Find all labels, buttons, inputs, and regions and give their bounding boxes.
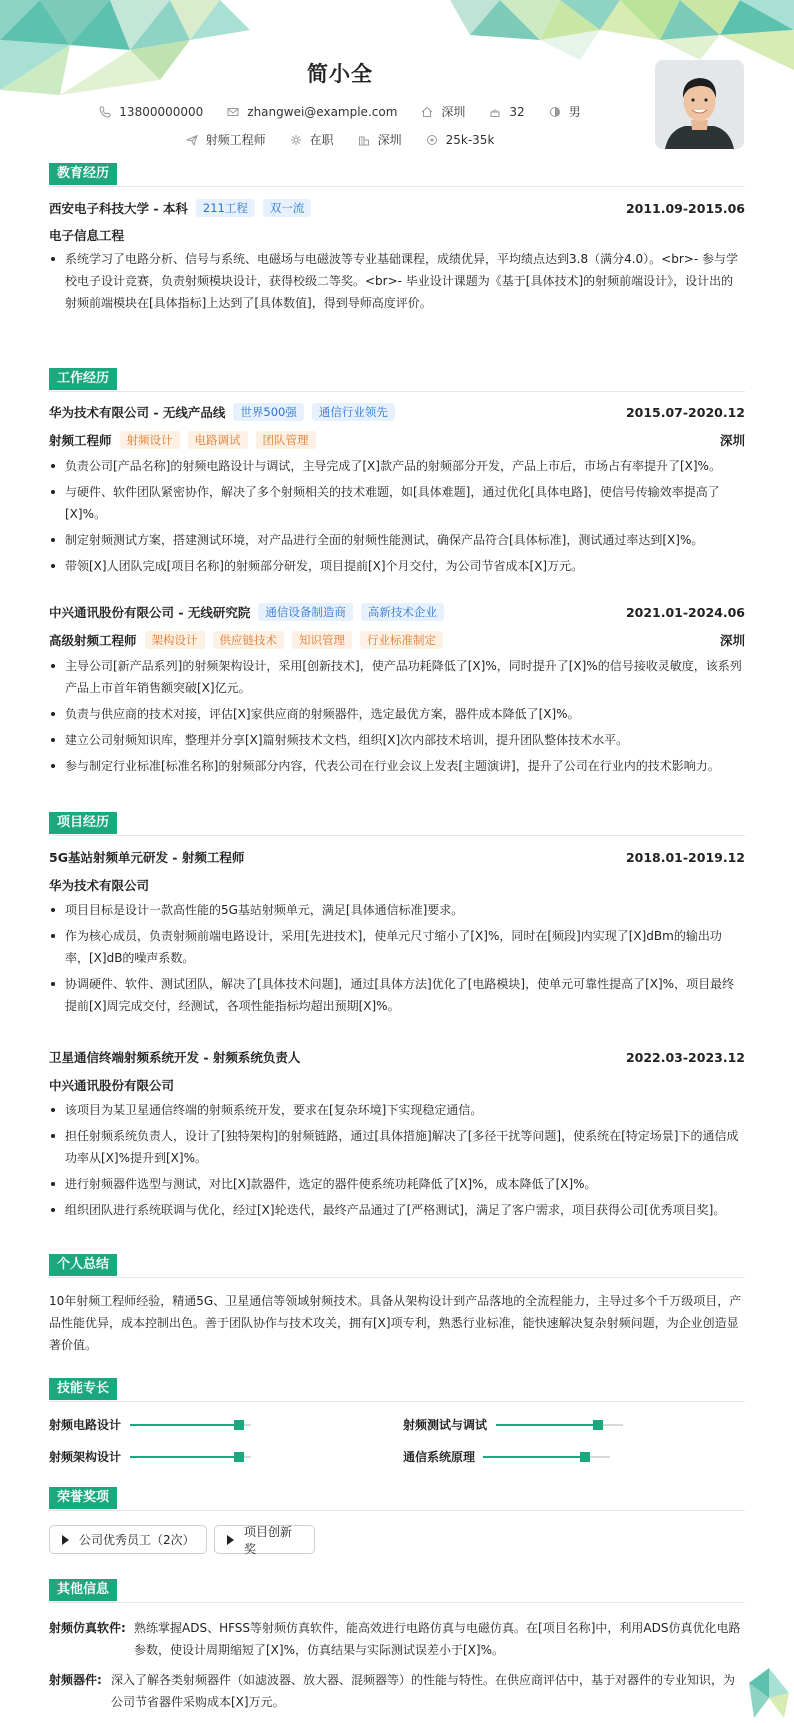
- project-entry-2: [49, 1047, 745, 1067]
- role-tag: 供应链技术: [213, 631, 285, 649]
- status-text: 在职: [309, 133, 334, 147]
- bullet-item: 组织团队进行系统联调与优化，经过[X]轮迭代，最终产品通过了[严格测试]，满足了客户需求，项目获得公司[优秀项目奖]。: [49, 1199, 745, 1221]
- skill-name: 通信系统原理: [403, 1450, 476, 1464]
- send-icon: [186, 134, 198, 146]
- work-date: 2015.07-2020.12: [625, 404, 745, 420]
- work-bullets-2: [49, 655, 745, 777]
- education-section: [49, 163, 745, 323]
- play-icon: [62, 1535, 69, 1545]
- contact-salary: [426, 133, 495, 147]
- education-bullets: [49, 248, 745, 314]
- role-tag: 射频设计: [120, 431, 180, 449]
- bullet-item: 负责与供应商的技术对接，评估[X]家供应商的射频器件，选定最优方案，器件成本降低了[X]%。: [49, 703, 745, 725]
- skill-item: [403, 1416, 487, 1433]
- work-section: [49, 368, 745, 788]
- company-tag: 世界500强: [233, 403, 303, 421]
- play-icon: [227, 1535, 234, 1545]
- contact-row-2: [0, 131, 680, 148]
- resume-header: [0, 0, 794, 160]
- status-icon: [290, 134, 302, 146]
- skill-name: 射频架构设计: [49, 1450, 122, 1464]
- project-bullets-2: [49, 1099, 745, 1221]
- bullet-item: 担任射频系统负责人，设计了[独特架构]的射频链路，通过[具体措施]解决了[多径干扰等问题]，使系统在[特定场景]下的通信成功率从[X]%提升到[X]%。: [49, 1125, 745, 1169]
- bullet-item: 该项目为某卫星通信终端的射频系统开发，要求在[复杂环境]下实现稳定通信。: [49, 1099, 745, 1121]
- bullet-item: 项目目标是设计一款高性能的5G基站射频单元，满足[具体通信标准]要求。: [49, 899, 745, 921]
- skill-bar: [130, 1424, 251, 1426]
- bullet-item: 协调硬件、软件、测试团队，解决了[具体技术问题]，通过[具体方法]优化了[电路模块]，使单元可靠性提高了[X]%，项目最终提前[X]周完成交付，经测试，各项性能指标均超出预期[X]%。: [49, 973, 745, 1017]
- project-company: 中兴通讯股份有限公司: [49, 1078, 175, 1093]
- summary-header: [49, 1254, 745, 1278]
- project-company: 华为技术有限公司: [49, 878, 150, 893]
- contact-work-city: [358, 131, 402, 148]
- salary-text: 25k-35k: [445, 132, 495, 147]
- skill-item: [49, 1448, 121, 1465]
- project-bullets-1: [49, 899, 745, 1017]
- bullet-item: 系统学习了电路分析、信号与系统、电磁场与电磁波等专业基础课程，成绩优异，平均绩点达到3.8（满分4.0）。<br>- 参与学校电子设计竞赛，负责射频模块设计，获得校级二等奖。<br>- 毕业设计课题为《基于[具体技术]的射频前端设计》，设计出的射频前端模块在[具体指标]上达到了[具体数值]，得到导师高度评价。: [49, 248, 745, 314]
- awards-header: [49, 1487, 745, 1511]
- bullet-item: 建立公司射频知识库，整理并分享[X]篇射频技术文档，组织[X]次内部技术培训，提升团队整体技术水平。: [49, 729, 745, 751]
- contact-gender: [549, 103, 581, 120]
- age-text: 32: [509, 104, 525, 119]
- work-location: 深圳: [719, 633, 745, 648]
- section-title: 项目经历: [49, 812, 117, 834]
- skill-bar: [483, 1456, 610, 1458]
- skill-item: [403, 1448, 475, 1465]
- bullet-item: 带领[X]人团队完成[项目名称]的射频部分研发，项目提前[X]个月交付，为公司节省成本[X]万元。: [49, 555, 745, 577]
- contact-city: [421, 103, 465, 120]
- company-tag: 高新技术企业: [361, 603, 444, 621]
- contact-status: [290, 131, 334, 148]
- skill-name: 射频测试与调试: [403, 1418, 488, 1432]
- age-icon: [489, 106, 501, 118]
- candidate-name: 简小全: [307, 62, 373, 86]
- skill-bar-knob: [593, 1420, 603, 1430]
- work-role-2: [49, 630, 745, 650]
- gender-text: 男: [568, 105, 581, 119]
- other-section: [49, 1579, 745, 1719]
- school-tag: 双一流: [263, 199, 312, 217]
- section-title: 荣誉奖项: [49, 1487, 117, 1509]
- contact-age: [489, 105, 524, 119]
- role-tag: 行业标准制定: [360, 631, 443, 649]
- position-text: 射频工程师: [205, 133, 266, 147]
- project-entry-1: [49, 847, 745, 867]
- work-role-1: [49, 430, 745, 450]
- education-header: [49, 163, 745, 187]
- section-title: 其他信息: [49, 1579, 117, 1601]
- company-tag: 通信设备制造商: [258, 603, 353, 621]
- other-text: 熟练掌握ADS、HFSS等射频仿真软件，能高效进行电路仿真与电磁仿真。在[项目名称]中，利用ADS仿真优化电路参数，使设计周期缩短了[X]%，仿真结果与实际测试误差小于[X]%。: [134, 1621, 741, 1657]
- work-city-text: 深圳: [377, 133, 402, 147]
- company-name: 中兴通讯股份有限公司 - 无线研究院: [49, 605, 251, 620]
- bullet-item: 进行射频器件选型与测试，对比[X]款器件，选定的器件使系统功耗降低了[X]%，成本降低了[X]%。: [49, 1173, 745, 1195]
- role-tag: 架构设计: [145, 631, 205, 649]
- company-name: 华为技术有限公司 - 无线产品线: [49, 405, 226, 420]
- award-label: 项目创新奖: [244, 1524, 293, 1556]
- other-header: [49, 1579, 745, 1603]
- skill-bar: [130, 1456, 251, 1458]
- section-title: 工作经历: [49, 368, 117, 390]
- avatar: [655, 60, 744, 149]
- education-entry: [49, 198, 745, 218]
- project-date: 2022.03-2023.12: [625, 1049, 745, 1065]
- skill-item: [49, 1416, 121, 1433]
- work-header: [49, 368, 745, 392]
- bullet-item: 制定射频测试方案，搭建测试环境，对产品进行全面的射频性能测试，确保产品符合[具体标准]，测试通过率达到[X]%。: [49, 529, 745, 551]
- mail-icon: [227, 106, 239, 118]
- home-icon: [421, 106, 433, 118]
- work-entry-1: [49, 402, 745, 422]
- gender-icon: [549, 106, 561, 118]
- bullet-item: 主导公司[新产品系列]的射频架构设计，采用[创新技术]，使产品功耗降低了[X]%，同时提升了[X]%的信号接收灵敏度，该系列产品上市首年销售额突破[X]亿元。: [49, 655, 745, 699]
- role-title: 射频工程师: [49, 433, 112, 448]
- projects-header: [49, 812, 745, 836]
- role-tag: 电路调试: [188, 431, 248, 449]
- project-title: 卫星通信终端射频系统开发 - 射频系统负责人: [49, 1050, 301, 1065]
- contact-phone: [99, 105, 203, 119]
- bullet-item: 参与制定行业标准[标准名称]的射频部分内容，代表公司在行业会议上发表[主题演讲]，提升了公司在行业内的技术影响力。: [49, 755, 745, 777]
- project-title: 5G基站射频单元研发 - 射频工程师: [49, 850, 245, 865]
- bullet-item: 负责公司[产品名称]的射频电路设计与调试，主导完成了[X]款产品的射频部分开发，产品上市后，市场占有率提升了[X]%。: [49, 455, 745, 477]
- skill-bar-fill: [130, 1424, 239, 1426]
- skill-bar-knob: [580, 1452, 590, 1462]
- skill-bar-fill: [130, 1456, 239, 1458]
- summary-section: [49, 1254, 745, 1364]
- work-bullets-1: [49, 455, 745, 577]
- award-item[interactable]: [49, 1525, 207, 1554]
- major: 电子信息工程: [49, 228, 125, 243]
- other-label: 射频仿真软件:: [49, 1621, 126, 1635]
- contact-email[interactable]: [227, 105, 397, 119]
- skill-name: 射频电路设计: [49, 1418, 122, 1432]
- skill-bar-knob: [234, 1452, 244, 1462]
- award-label: 公司优秀员工（2次）: [79, 1533, 195, 1547]
- projects-section: [49, 812, 745, 1242]
- other-text: 深入了解各类射频器件（如滤波器、放大器、混频器等）的性能与特性。在供应商评估中，基于对器件的专业知识，为公司节省器件采购成本[X]万元。: [111, 1673, 736, 1709]
- school-tag: 211工程: [196, 199, 255, 217]
- skill-bar: [496, 1424, 623, 1426]
- education-date: 2011.09-2015.06: [625, 200, 745, 216]
- skills-section: [49, 1378, 745, 1474]
- other-item: [49, 1669, 745, 1713]
- contact-row-1: [0, 103, 680, 120]
- summary-text: 10年射频工程师经验，精通5G、卫星通信等领域射频技术。具备从架构设计到产品落地的全流程能力，主导过多个千万级项目，产品性能优异，成本控制出色。善于团队协作与技术攻关，拥有[X]项专利，熟悉行业标准，能快速解决复杂射频问题，为企业创造显著价值。: [49, 1294, 742, 1352]
- section-title: 技能专长: [49, 1378, 117, 1400]
- role-tag: 团队管理: [256, 431, 316, 449]
- work-date: 2021.01-2024.06: [625, 604, 745, 620]
- work-entry-2: [49, 602, 745, 622]
- section-title: 个人总结: [49, 1254, 117, 1276]
- work-location: 深圳: [719, 433, 745, 448]
- awards-section: [49, 1487, 745, 1567]
- contact-position: [186, 131, 266, 148]
- building-icon: [358, 134, 370, 146]
- bullet-item: 与硬件、软件团队紧密协作，解决了多个射频相关的技术难题，如[具体难题]，通过优化[具体电路]，使信号传输效率提高了[X]%。: [49, 481, 745, 525]
- phone-icon: [99, 106, 111, 118]
- project-date: 2018.01-2019.12: [625, 849, 745, 865]
- email-text: zhangwei@example.com: [247, 104, 398, 119]
- phone-text: 13800000000: [119, 104, 204, 119]
- salary-icon: [426, 134, 438, 146]
- other-label: 射频器件:: [49, 1673, 102, 1687]
- company-tag: 通信行业领先: [312, 403, 395, 421]
- skills-header: [49, 1378, 745, 1402]
- skill-bar-fill: [496, 1424, 598, 1426]
- skill-bar-fill: [483, 1456, 585, 1458]
- section-title: 教育经历: [49, 163, 117, 185]
- role-title: 高级射频工程师: [49, 633, 137, 648]
- avatar-portrait: [655, 60, 744, 149]
- city-text: 深圳: [441, 105, 466, 119]
- bullet-item: 作为核心成员，负责射频前端电路设计，采用[先进技术]，使单元尺寸缩小了[X]%，同时在[频段]内实现了[X]dBm的输出功率，[X]dB的噪声系数。: [49, 925, 745, 969]
- role-tag: 知识管理: [292, 631, 352, 649]
- school-name: 西安电子科技大学 - 本科: [49, 201, 188, 216]
- skill-bar-knob: [234, 1420, 244, 1430]
- other-item: [49, 1617, 745, 1661]
- award-item[interactable]: [214, 1525, 315, 1554]
